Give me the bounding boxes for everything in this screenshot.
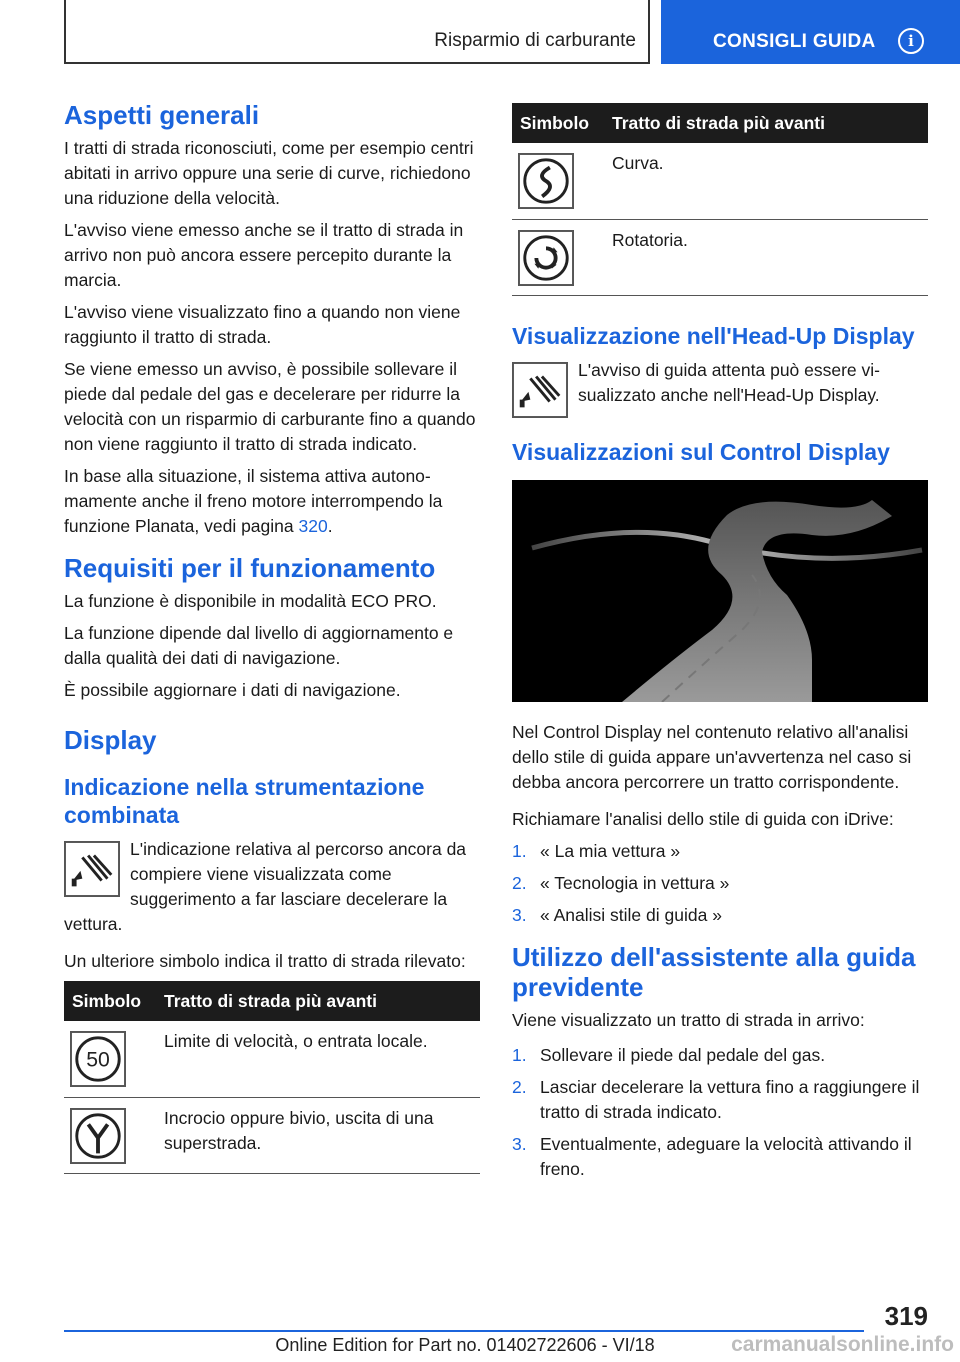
footer-edition: Online Edition for Part no. 01402722606 - VI/18 bbox=[275, 1335, 655, 1355]
junction-icon bbox=[70, 1108, 126, 1164]
list-item: 2. Lasciar decelerare la vettura fino a raggiungere il tratto di strada indicato. bbox=[512, 1076, 920, 1122]
list-item: 3. Eventualmente, adeguare la velocità attivando il freno. bbox=[512, 1133, 912, 1179]
paragraph: Un ulteriore simbolo indica il tratto di strada rilevato: bbox=[64, 951, 466, 971]
table-row bbox=[512, 143, 928, 219]
roundabout-icon bbox=[518, 230, 574, 286]
anticipatory-assistant-icon bbox=[512, 362, 568, 418]
idrive-steps bbox=[512, 839, 928, 928]
page-number: 319 bbox=[884, 1301, 928, 1331]
paragraph: In base alla situazione, il sistema attiva autonomamente anche il freno motore interrompendo la funzione Planata, vedi pagina 320. bbox=[64, 466, 443, 536]
usage-steps bbox=[512, 1043, 928, 1182]
heading-display: Display bbox=[64, 725, 157, 755]
table-header-road: Tratto di strada più avanti bbox=[156, 981, 480, 1021]
left-column bbox=[64, 100, 480, 1174]
hud-text: L'avviso di guida attenta può essere visualizzato anche nell'Head-Up Display. bbox=[578, 359, 880, 405]
table-header-road: Tratto di strada più avanti bbox=[604, 103, 928, 143]
footer-divider bbox=[64, 1330, 864, 1332]
list-item[interactable]: 3. « Analisi stile di guida » bbox=[512, 904, 722, 925]
info-icon[interactable]: i bbox=[898, 28, 924, 54]
paragraph: Se viene emesso un avviso, è possibile sollevare il piede dal pedale del gas e decelerare per ridurre la velocità con un risparmio di carburante fino a quando non viene raggiunto il tratto di strada indicato. bbox=[64, 359, 476, 454]
symbol-table-right bbox=[512, 103, 928, 296]
instrument-indicator-text: L'indicazione relativa al percorso ancora da compiere viene visualizzata come suggerimento a far lasciare decelerare la vettura. bbox=[64, 839, 467, 934]
watermark: carmanualsonline.info bbox=[731, 1333, 954, 1356]
hud-block bbox=[512, 358, 928, 420]
curve-icon bbox=[518, 153, 574, 209]
table-cell-text: Incrocio oppure bivio, uscita di una superstrada. bbox=[156, 1097, 480, 1173]
table-header-row bbox=[512, 103, 928, 143]
table-row bbox=[512, 219, 928, 295]
table-header-row bbox=[64, 981, 480, 1021]
paragraph: La funzione è disponibile in modalità ECO PRO. bbox=[64, 591, 437, 611]
symbol-table-left bbox=[64, 981, 480, 1174]
heading-requirements: Requisiti per il funzionamento bbox=[64, 553, 436, 583]
paragraph: L'avviso viene visualizzato fino a quando non viene raggiunto il tratto di strada. bbox=[64, 302, 461, 347]
page-header bbox=[0, 0, 960, 66]
table-header-symbol: Simbolo bbox=[512, 103, 604, 143]
list-item[interactable]: 2. « Tecnologia in vettura » bbox=[512, 872, 730, 893]
header-chapter-tab[interactable] bbox=[661, 0, 960, 64]
table-cell-text: Limite di velocità, o entrata locale. bbox=[156, 1021, 480, 1097]
header-section-box bbox=[64, 0, 650, 64]
paragraph: È possibile aggiornare i dati di navigazione. bbox=[64, 680, 401, 700]
page-link[interactable]: 320 bbox=[298, 516, 328, 536]
header-chapter-label: CONSIGLI GUIDA bbox=[713, 31, 876, 52]
paragraph: L'avviso viene emesso anche se il tratto di strada in arrivo non può ancora essere percepito durante la marcia. bbox=[64, 220, 464, 290]
speed-limit-50-icon bbox=[70, 1031, 126, 1087]
svg-text:50: 50 bbox=[86, 1048, 110, 1072]
table-cell-text: Rotatoria. bbox=[604, 219, 928, 295]
paragraph: Viene visualizzato un tratto di strada in arrivo: bbox=[512, 1009, 865, 1030]
heading-usage: Utilizzo dell'assistente alla guida previdente bbox=[512, 941, 916, 1002]
paragraph: Richiamare l'analisi dello stile di guida con iDrive: bbox=[512, 808, 894, 829]
table-header-symbol: Simbolo bbox=[64, 981, 156, 1021]
list-item: 1. Sollevare il piede dal pedale del gas. bbox=[512, 1044, 826, 1065]
anticipatory-assistant-icon bbox=[64, 841, 120, 897]
paragraph: I tratti di strada riconosciuti, come per esempio centri abitati in arrivo oppure una serie di curve, richiedono una riduzione della velocità. bbox=[64, 138, 474, 208]
table-row bbox=[64, 1021, 480, 1097]
heading-hud: Visualizzazione nell'Head-Up Display bbox=[512, 322, 915, 349]
instrument-indicator-block bbox=[64, 837, 480, 937]
heading-control-display: Visualizzazioni sul Control Display bbox=[512, 438, 890, 465]
control-display-road-image bbox=[512, 480, 928, 702]
table-cell-text: Curva. bbox=[604, 143, 928, 219]
list-item[interactable]: 1. « La mia vettura » bbox=[512, 840, 681, 861]
heading-instrument-cluster: Indicazione nella strumentazione combinata bbox=[64, 774, 425, 828]
heading-general: Aspetti generali bbox=[64, 100, 260, 130]
right-column bbox=[512, 103, 928, 1189]
paragraph: Nel Control Display nel contenuto relativo all'analisi dello stile di guida appare un'avvertenza nel caso si debba ancora percorrere un tratto corrispondente. bbox=[512, 721, 912, 792]
table-row bbox=[64, 1097, 480, 1173]
paragraph: La funzione dipende dal livello di aggiornamento e dalla qualità dei dati di navigazione. bbox=[64, 623, 454, 668]
header-section-title: Risparmio di carburante bbox=[434, 30, 636, 51]
